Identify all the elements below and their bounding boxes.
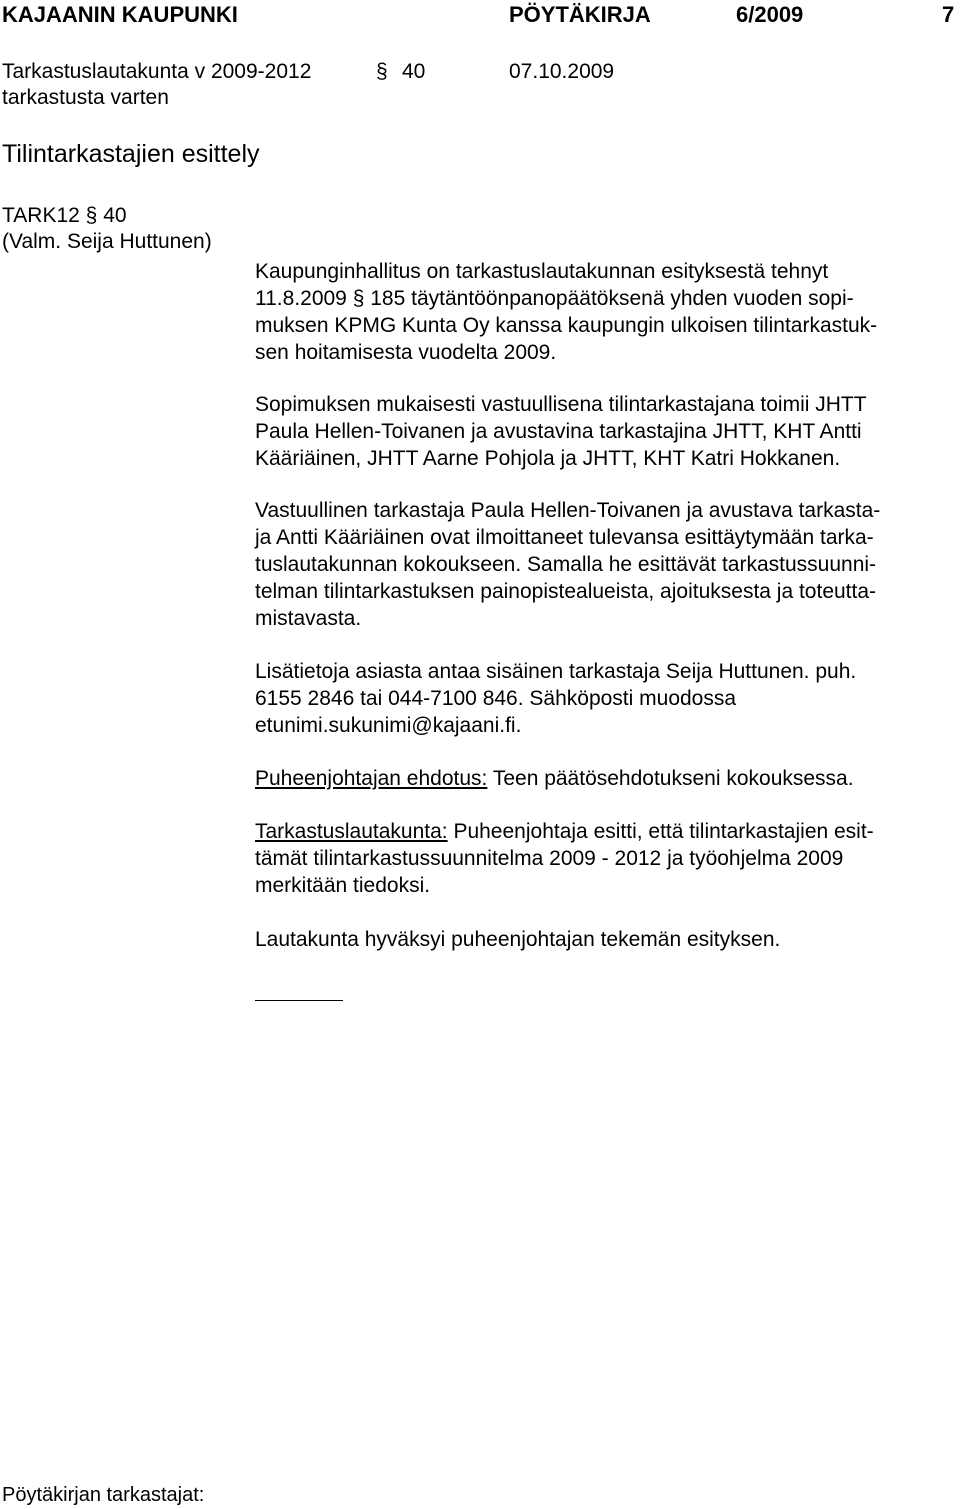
text-line: Tarkastuslautakunta: Puheenjohtaja esitti, että tilintarkastajien esit- — [255, 820, 874, 843]
meeting-date: 07.10.2009 — [509, 60, 615, 83]
reference-section-number: 40 — [103, 204, 127, 227]
section-symbol-icon: § — [85, 204, 98, 227]
text-line: sen hoitamisesta vuodelta 2009. — [255, 341, 557, 364]
text-line: etunimi.sukunimi@kajaani.fi. — [255, 714, 522, 737]
text-line: mistavasta. — [255, 607, 362, 630]
text-line: Kaupunginhallitus on tarkastuslautakunnan esityksestä tehnyt — [255, 260, 829, 283]
reference-code — [2, 204, 127, 228]
preparer-note: (Valm. Seija Huttunen) — [2, 230, 212, 253]
document-status: tarkastusta varten — [2, 86, 169, 109]
text-line: Paula Hellen-Toivanen ja avustavina tarkastajina JHTT, KHT Antti — [255, 420, 862, 443]
paragraph-3 — [255, 497, 880, 632]
document-type: PÖYTÄKIRJA — [509, 2, 651, 27]
chair-proposal — [255, 765, 854, 792]
text-line: 11.8.2009 § 185 täytäntöönpanopäätöksenä yhden vuoden sopi- — [255, 287, 854, 310]
paragraph-4 — [255, 658, 856, 739]
proposal-text: Teen päätösehdotukseni kokouksessa. — [487, 767, 854, 790]
page-title: Tilintarkastajien esittely — [2, 140, 260, 168]
document-number: 6/2009 — [736, 2, 804, 27]
municipality-name: KAJAANIN KAUPUNKI — [2, 2, 238, 27]
approval-statement: Lautakunta hyväksyi puheenjohtajan tekemän esityksen. — [255, 928, 781, 951]
paragraph-2 — [255, 391, 867, 472]
text-line: Lisätietoja asiasta antaa sisäinen tarkastaja Seija Huttunen. puh. — [255, 660, 857, 683]
text-line: 6155 2846 tai 044-7100 846. Sähköposti muodossa — [255, 687, 737, 710]
section-symbol-icon: § — [376, 60, 388, 83]
text-line: Vastuullinen tarkastaja Paula Hellen-Toivanen ja avustava tarkasta- — [255, 499, 881, 522]
section-number: 40 — [402, 60, 426, 83]
reference-prefix: TARK12 — [2, 204, 80, 227]
text-line: Kääriäinen, JHTT Aarne Pohjola ja JHTT, KHT Katri Hokkanen. — [255, 447, 841, 470]
signers-label: Pöytäkirjan tarkastajat: — [2, 1484, 205, 1506]
section-symbol-icon: § — [352, 287, 365, 310]
separator-line — [255, 1000, 343, 1001]
page-number: 7 — [942, 2, 955, 27]
text-line: Sopimuksen mukaisesti vastuullisena tilintarkastajana toimii JHTT — [255, 393, 867, 416]
text-line: tämät tilintarkastussuunnitelma 2009 - 2012 ja työohjelma 2009 — [255, 847, 844, 870]
paragraph-1 — [255, 258, 877, 366]
proposal-label: Puheenjohtajan ehdotus: — [255, 767, 488, 790]
decision-label: Tarkastuslautakunta: — [255, 820, 448, 843]
text-line: telman tilintarkastuksen painopistealueista, ajoituksesta ja toteutta- — [255, 580, 877, 603]
text-line: muksen KPMG Kunta Oy kanssa kaupungin ulkoisen tilintarkastuk- — [255, 314, 878, 337]
text-line: tuslautakunnan kokoukseen. Samalla he esittävät tarkastussuunni- — [255, 553, 877, 576]
text-line: merkitään tiedoksi. — [255, 874, 431, 897]
committee-decision — [255, 818, 874, 899]
text-line: ja Antti Kääriäinen ovat ilmoittaneet tulevansa esittäytymään tarka- — [255, 526, 874, 549]
committee-name: Tarkastuslautakunta v 2009-2012 — [2, 60, 312, 83]
